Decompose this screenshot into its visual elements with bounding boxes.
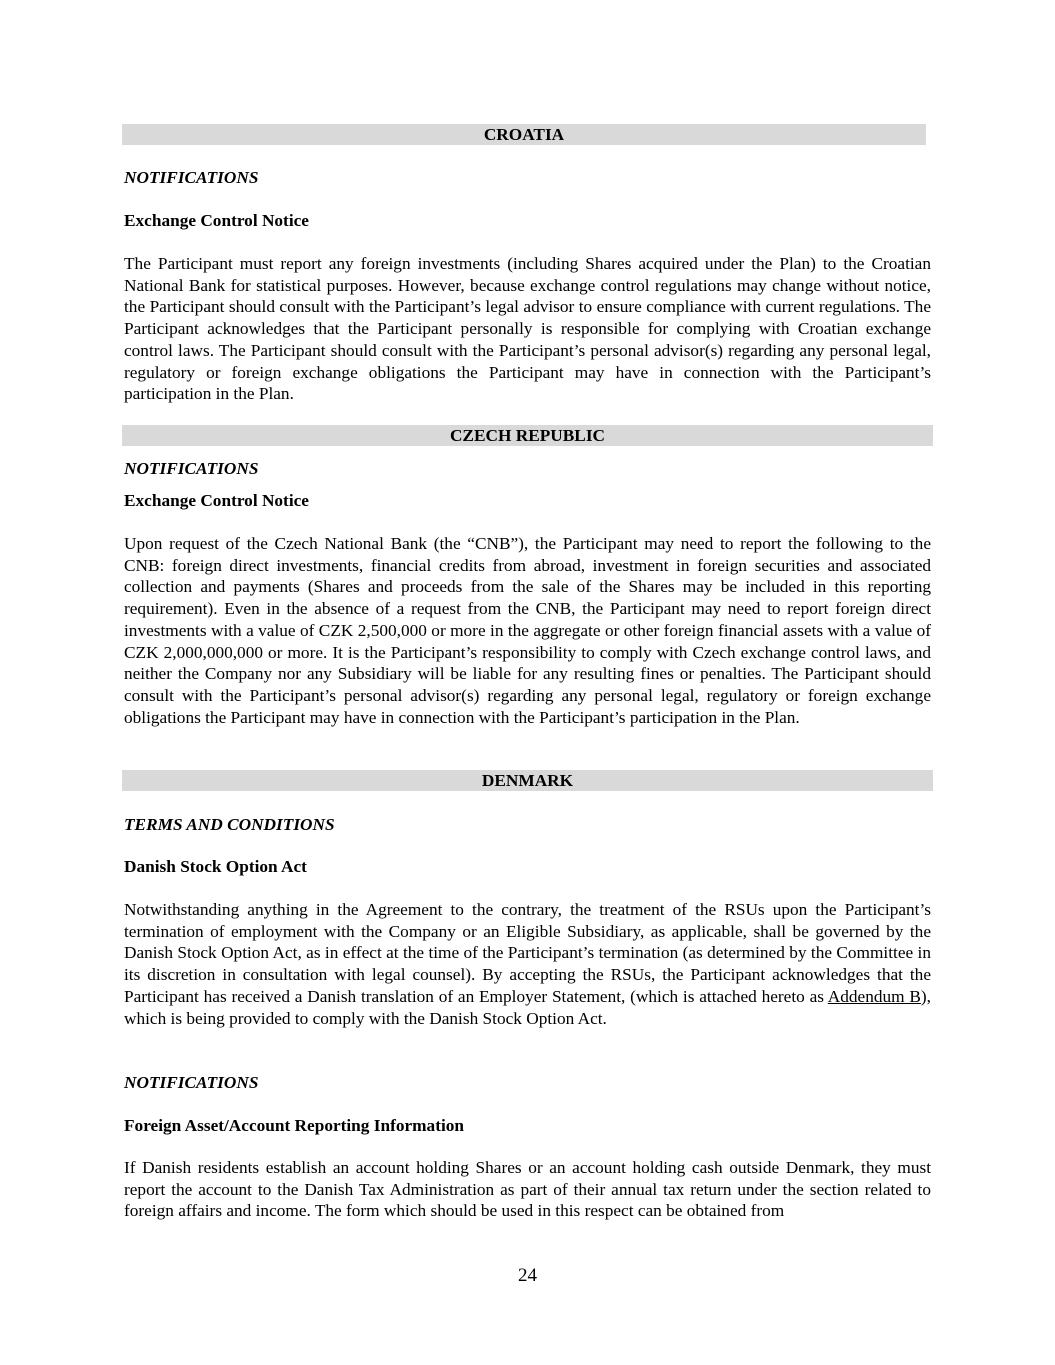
foreign-asset-heading: Foreign Asset/Account Reporting Information	[124, 1116, 465, 1135]
exchange-control-paragraph: Upon request of the Czech National Bank (the “CNB”), the Participant may need to report the following to the CNB: foreign direct investments, financial credits from abroad, investment in foreign securities and associated collection and payments (Shares and proceeds from the sale of the Shares may be included in this reporting requirement). Even in the absence of a request from the CNB, the Participant may need to report foreign direct investments with a value of CZK 2,500,000 or more in the aggregate or other foreign financial assets with a value of CZK 2,000,000,000 or more. It is the Participant’s responsibility to comply with Czech exchange control laws, and neither the Company nor any Subsidiary will be liable for any resulting fines or penalties. The Participant should consult with the Participant’s personal advisor(s) regarding any personal legal, regulatory or foreign exchange obligations the Participant may have in connection with the Participant’s participation in the Plan.	[124, 534, 931, 727]
paragraph-text: Notwithstanding anything in the Agreement to the contrary, the treatment of the RSUs upon the Participant’s termination of employment with the Company or an Eligible Subsidiary, as applicable, shall be governed by the Danish Stock Option Act, as in effect at the time of the Participant’s termination (as determined by the Committee in its discretion in consultation with legal counsel). By accepting the RSUs, the Participant acknowledges that the Participant has received a Danish translation of an Employer Statement, (which is attached hereto as	[124, 900, 931, 1006]
paragraph-text: ), which is being provided to comply with the Danish Stock Option Act.	[124, 986, 931, 1028]
notifications-heading: NOTIFICATIONS	[124, 459, 259, 478]
section-title: DENMARK	[481, 771, 574, 790]
exchange-control-heading: Exchange Control Notice	[124, 211, 309, 230]
page-number: 24	[518, 1265, 537, 1286]
exchange-control-paragraph: The Participant must report any foreign investments (including Shares acquired under the Plan) to the Croatian National Bank for statistical purposes. However, because exchange control regulations may change without notice, the Participant should consult with the Participant’s legal advisor to ensure compliance with current regulations. The Participant acknowledges that the Participant personally is responsible for complying with Croatian exchange control laws. The Participant should consult with the Participant’s personal advisor(s) regarding any personal legal, regulatory or foreign exchange obligations the Participant may have in connection with the Participant’s participation in the Plan.	[124, 254, 931, 404]
foreign-asset-paragraph: If Danish residents establish an account holding Shares or an account holding cash outside Denmark, they must report the account to the Danish Tax Administration as part of their annual tax return under the section related to foreign affairs and income. The form which should be used in this respect can be obtained from	[124, 1158, 931, 1221]
notifications-heading: NOTIFICATIONS	[124, 168, 259, 187]
section-banner-croatia	[122, 124, 926, 145]
exchange-control-heading: Exchange Control Notice	[124, 491, 309, 510]
stock-option-act-heading: Danish Stock Option Act	[124, 857, 307, 876]
section-banner-denmark	[122, 770, 933, 791]
section-banner-czech-republic	[122, 425, 933, 446]
section-title: CROATIA	[483, 125, 565, 144]
terms-and-conditions-heading: TERMS AND CONDITIONS	[124, 815, 335, 834]
stock-option-act-paragraph	[124, 899, 931, 1029]
addendum-b-link[interactable]: Addendum B	[827, 986, 921, 1006]
notifications-heading: NOTIFICATIONS	[124, 1073, 259, 1092]
section-title: CZECH REPUBLIC	[449, 426, 606, 445]
